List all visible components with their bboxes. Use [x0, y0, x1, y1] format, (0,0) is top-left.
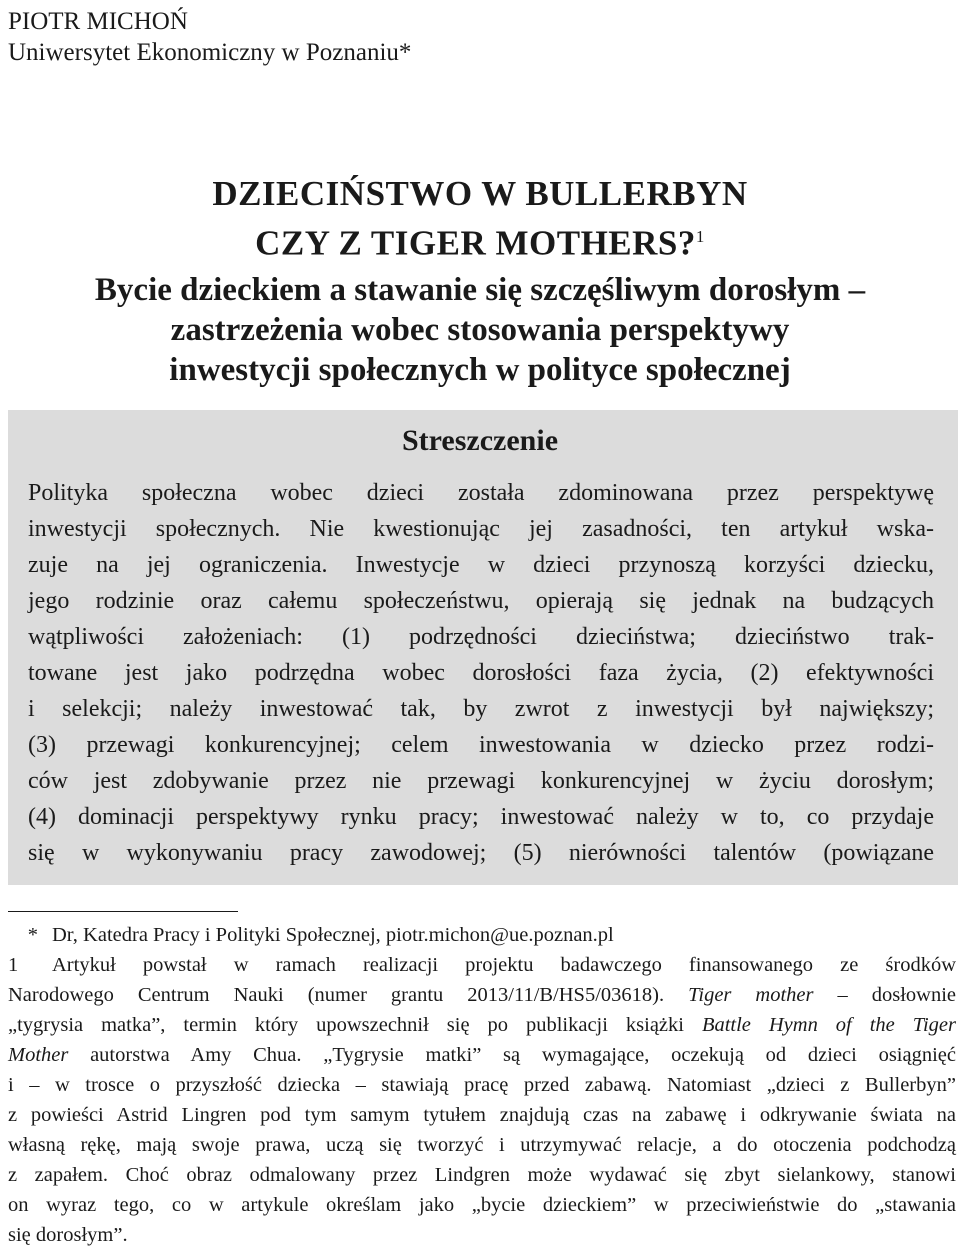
footnote-star [8, 920, 956, 950]
footnote-1-line: i – w trosce o przyszłość dziecka – stawiają pracę przed zabawą. Natomiast „dzieci z Bullerbyn” [8, 1074, 956, 1096]
subtitle-line-1: Bycie dzieckiem a stawanie się szczęśliwym dorosłym – [94, 272, 866, 308]
subtitle-line-2: zastrzeżenia wobec stosowania perspektywy [170, 312, 790, 348]
footnotes [8, 920, 956, 1250]
abstract-heading: Streszczenie [401, 424, 559, 457]
footnote-1-line: własną rękę, mają swoje prawa, uczą się tworzyć i utrzymywać relacje, a do otoczenia podchodzą [8, 1134, 956, 1156]
footnote-star-mark: * [27, 924, 38, 946]
footnote-text: „tygrysia matka”, termin który upowszechnił się po publikacji książki [8, 1014, 702, 1036]
abstract-line: inwestycji społecznych. Nie kwestionując jej zasadności, ten artykuł wska- [28, 516, 934, 542]
footnote-separator [8, 911, 238, 912]
footnote-italic: Mother [8, 1044, 69, 1066]
footnote-1-line: się dorosłym”. [8, 1224, 128, 1246]
abstract-line: (4) dominacji perspektywy rynku pracy; inwestować należy w to, co przydaje [28, 804, 934, 830]
abstract-line: wątpliwości założeniach: (1) podrzędności dzieciństwa; dzieciństwo trak- [28, 624, 934, 650]
footnote-italic: Tiger mother [688, 984, 814, 1006]
abstract-line: się w wykonywaniu pracy zawodowej; (5) nierówności talentów (powiązane [28, 840, 934, 866]
subtitle-line-3: inwestycji społecznych w polityce społecznej [169, 352, 791, 388]
footnote-text: Narodowego Centrum Nauki (numer grantu 2013/11/B/HS5/03618). [8, 984, 689, 1006]
footnote-star-text: Dr, Katedra Pracy i Polityki Społecznej, piotr.michon@ue.poznan.pl [52, 924, 614, 946]
footnote-text: autorstwa Amy Chua. „Tygrysie matki” są wymagające, oczekują od dzieci osiągnięć [68, 1044, 956, 1066]
title-line-2-text: CZY Z TIGER MOTHERS? [255, 223, 696, 263]
title-line-2 [0, 215, 960, 265]
author-affiliation: Uniwersytet Ekonomiczny w Poznaniu* [8, 39, 412, 66]
author-block [8, 6, 411, 68]
abstract-line: jego rodzinie oraz całemu społeczeństwu, opierają się jednak na budzących [28, 588, 934, 614]
footnote-1-line: z powieści Astrid Lingren pod tym samym tytułem znajdują czas na zabawę i odkrywanie świata na [8, 1104, 956, 1126]
footnote-1-line [8, 980, 956, 1010]
abstract-line: ców jest zdobywanie przez nie przewagi konkurencyjnej w życiu dorosłym; [28, 768, 934, 794]
abstract-line: (3) przewagi konkurencyjnej; celem inwestowania w dziecko przez rodzi- [28, 732, 934, 758]
abstract-line: Polityka społeczna wobec dzieci została zdominowana przez perspektywę [28, 480, 934, 506]
abstract-line: towane jest jako podrzędna wobec dorosłości faza życia, (2) efektywności [28, 660, 934, 686]
footnote-italic: Battle Hymn of the Tiger [701, 1014, 957, 1036]
footnote-1-line: on wyraz tego, co w artykule określam jako „bycie dzieckiem” w przeciwieństwie do „stawania [8, 1194, 956, 1216]
abstract-text [28, 475, 934, 871]
footnote-1-line [8, 1010, 956, 1040]
footnote-1-line [8, 1040, 956, 1070]
title-footnote-ref: 1 [695, 227, 705, 246]
article-subtitle [0, 270, 960, 390]
article-title [0, 172, 960, 265]
footnote-1-mark: 1 [8, 954, 19, 976]
title-line-1: DZIECIŃSTWO W BULLERBYN [212, 174, 748, 213]
footnote-1-line: z zapałem. Choć obraz odmalowany przez Lindgren może wydawać się zbyt sielankowy, stanowi [8, 1164, 956, 1186]
abstract-line: i selekcji; należy inwestować tak, by zwrot z inwestycji był największy; [28, 696, 934, 722]
footnote-1-line [8, 950, 956, 980]
footnote-1-text: Artykuł powstał w ramach realizacji projektu badawczego finansowanego ze środków [52, 954, 956, 976]
abstract-line: zuje na jej ograniczenia. Inwestycje w dzieci przynoszą korzyści dziecku, [28, 552, 934, 578]
author-name: PIOTR MICHOŃ [8, 8, 188, 35]
footnote-text: – dosłownie [813, 984, 956, 1006]
